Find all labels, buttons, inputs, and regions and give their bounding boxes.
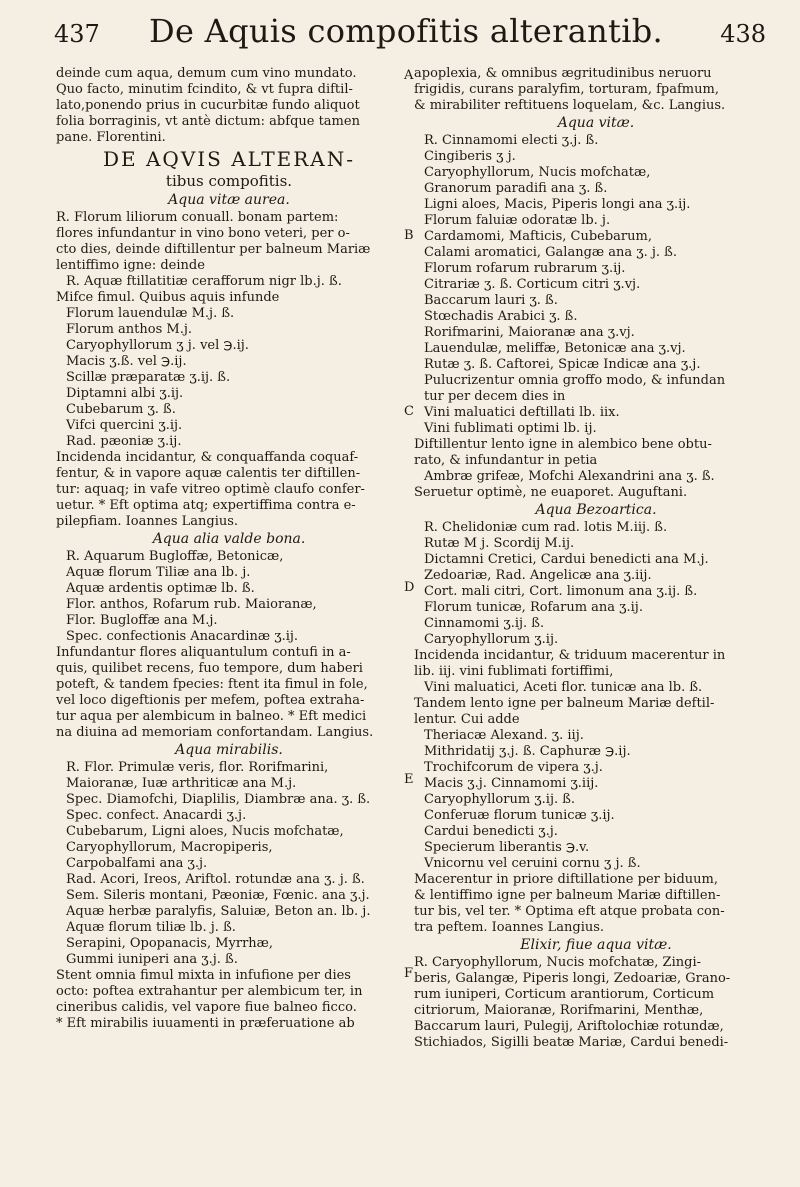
text-line: Quo facto, minutim fcindito, & vt fupra diftil- xyxy=(56,82,353,97)
text-line: cto dies, deinde diftillentur per balneum Mariæ xyxy=(56,242,371,257)
text-line: Rad. pæoniæ ʒ.ij. xyxy=(66,434,182,449)
text-line: Diptamni albi ʒ.ij. xyxy=(66,386,184,401)
text-line: apoplexia, & omnibus ægritudinibus neruoru xyxy=(414,66,712,81)
text-line: Conferuæ florum tunicæ ʒ.ij. xyxy=(424,808,615,823)
text-line: lentiffimo igne: deinde xyxy=(56,258,205,273)
text-line: Caryophyllorum ʒ.ij. ß. xyxy=(424,792,576,807)
text-line: Caryophyllorum ʒ j. vel ℈.ij. xyxy=(66,338,249,353)
page-number-right: 438 xyxy=(720,20,766,48)
page-header xyxy=(40,6,772,54)
margin-letter-a: A xyxy=(404,68,414,83)
text-line: & mirabiliter reftituens loquelam, &c. Langius. xyxy=(414,98,726,113)
text-line: Serapini, Opopanacis, Myrrhæ, xyxy=(66,936,274,951)
text-line: Baccarum lauri, Pulegij, Ariftolochiæ rotundæ, xyxy=(414,1019,724,1034)
text-line: Rutæ ʒ. ß. Caftorei, Spicæ Indicæ ana ʒ.j. xyxy=(424,357,701,372)
text-line: Aquæ ardentis optimæ lb. ß. xyxy=(66,581,255,596)
recipe-title: Aqua Bezoartica. xyxy=(535,502,657,518)
text-line: * Eft mirabilis iuuamenti in præferuatione ab xyxy=(56,1016,355,1031)
text-line: Cubebarum ʒ. ß. xyxy=(66,402,176,417)
text-line: Caryophyllorum, Macropiperis, xyxy=(66,840,273,855)
text-line: Trochifcorum de vipera ʒ.j. xyxy=(424,760,603,775)
text-line: Caryophyllorum, Nucis mofchatæ, xyxy=(424,165,651,180)
text-line: Baccarum lauri ʒ. ß. xyxy=(424,293,558,308)
text-line: Aquæ herbæ paralyfis, Saluiæ, Beton an. lb. j. xyxy=(66,904,371,919)
text-line: tur bis, vel ter. * Optima eft atque probata con- xyxy=(414,904,725,919)
text-line: Theriacæ Alexand. ʒ. iij. xyxy=(424,728,584,743)
margin-letter-b: B xyxy=(404,228,414,243)
recipe-title: Aqua mirabilis. xyxy=(175,742,283,758)
text-line: Caryophyllorum ʒ.ij. xyxy=(424,632,559,647)
text-line: tur aqua per alembicum in balneo. * Eft medici xyxy=(56,709,367,724)
text-line: Macerentur in priore diftillatione per biduum, xyxy=(414,872,718,887)
text-line: R. Aquarum Bugloffæ, Betonicæ, xyxy=(66,549,284,564)
text-line: Florum anthos M.j. xyxy=(66,322,193,337)
text-line: Specierum liberantis ℈.v. xyxy=(424,840,590,855)
text-line: citriorum, Maioranæ, Rorifmarini, Menthæ, xyxy=(414,1003,704,1018)
text-line: Florum lauendulæ M.j. ß. xyxy=(66,306,235,321)
text-line: R. Aquæ ftillatitiæ cerafforum nigr lb.j. ß. xyxy=(66,274,342,289)
text-line: Pulucrizentur omnia groffo modo, & infundan xyxy=(424,373,726,388)
text-line: Vini maluatici deftillati lb. iix. xyxy=(424,405,620,420)
margin-letter-d: D xyxy=(404,580,415,595)
text-line: Flor. anthos, Rofarum rub. Maioranæ, xyxy=(66,597,317,612)
section-heading: DE AQVIS ALTERAN- xyxy=(102,147,356,171)
text-line: Incidenda incidantur, & conquaffanda coquaf- xyxy=(56,450,359,465)
text-line: pilepfiam. Ioannes Langius. xyxy=(56,514,239,529)
text-line: Spec. confectionis Anacardinæ ʒ.ij. xyxy=(66,629,299,644)
right-column xyxy=(414,66,778,1051)
text-line: Stœchadis Arabici ʒ. ß. xyxy=(424,309,578,324)
text-line: Ambræ grifeæ, Mofchi Alexandrini ana ʒ. ß. xyxy=(424,469,715,484)
text-line: tibus compofitis. xyxy=(165,172,293,190)
text-line: flores infundantur in vino bono veteri, per o- xyxy=(56,226,350,241)
text-line: Cinnamomi ʒ.ij. ß. xyxy=(424,616,545,631)
text-line: Scillæ præparatæ ʒ.ij. ß. xyxy=(66,370,231,385)
text-line: Cardui benedicti ʒ.j. xyxy=(424,824,558,839)
text-line: R. Caryophyllorum, Nucis mofchatæ, Zingi- xyxy=(414,955,701,970)
text-line: Florum rofarum rubrarum ʒ.ij. xyxy=(424,261,626,276)
text-line: Aquæ florum tiliæ lb. j. ß. xyxy=(66,920,236,935)
text-line: lentur. Cui adde xyxy=(414,712,520,727)
text-line: Infundantur flores aliquantulum contufi in a- xyxy=(56,645,351,660)
text-line: Stent omnia fimul mixta in infufione per dies xyxy=(56,968,351,983)
recipe-title: Aqua vitæ. xyxy=(557,115,635,131)
text-line: R. Flor. Primulæ veris, flor. Rorifmarini, xyxy=(66,760,329,775)
text-line: Seruetur optimè, ne euaporet. Auguftani. xyxy=(414,485,688,500)
text-line: Diftillentur lento igne in alembico bene obtu- xyxy=(414,437,712,452)
text-line: Incidenda incidantur, & triduum macerentur in xyxy=(414,648,726,663)
text-line: octo: poftea extrahantur per alembicum ter, in xyxy=(56,984,363,999)
text-line: quis, quilibet recens, fuo tempore, dum haberi xyxy=(56,661,363,676)
text-line: tra peftem. Ioannes Langius. xyxy=(414,920,605,935)
text-line: Spec. Diamofchi, Diaplilis, Diambræ ana. ʒ. ß. xyxy=(66,792,371,807)
margin-letter-f: F xyxy=(404,966,414,981)
text-line: beris, Galangæ, Piperis longi, Zedoariæ, Grano- xyxy=(414,971,731,986)
text-line: Sem. Sileris montani, Pæoniæ, Fœnic. ana ʒ.j. xyxy=(66,888,370,903)
running-title: De Aquis compofitis alterantib. xyxy=(149,12,663,50)
text-line: fentur, & in vapore aquæ calentis ter diftillen- xyxy=(56,466,361,481)
text-line: Mifce fimul. Quibus aquis infunde xyxy=(56,290,280,305)
text-line: Rorifmarini, Maioranæ ana ʒ.vj. xyxy=(424,325,635,340)
text-line: Zedoariæ, Rad. Angelicæ ana ʒ.iij. xyxy=(424,568,652,583)
text-line: & lentiffimo igne per balneum Mariæ diftillen- xyxy=(414,888,721,903)
text-line: Calami aromatici, Galangæ ana ʒ. j. ß. xyxy=(424,245,677,260)
text-line: Dictamni Cretici, Cardui benedicti ana M.j. xyxy=(424,552,709,567)
text-line: Flor. Bugloffæ ana M.j. xyxy=(66,613,218,628)
text-line: folia borraginis, vt antè dictum: abfque tamen xyxy=(56,114,360,129)
text-line: Cardamomi, Mafticis, Cubebarum, xyxy=(424,229,652,244)
text-line: tur per decem dies in xyxy=(424,389,566,404)
text-line: Carpobalfami ana ʒ.j. xyxy=(66,856,208,871)
text-line: Vifci quercini ʒ.ij. xyxy=(66,418,183,433)
text-line: pane. Florentini. xyxy=(56,130,166,145)
text-line: lib. iij. vini fublimati fortiffimi, xyxy=(414,664,614,679)
text-line: Cingiberis ʒ j. xyxy=(424,149,516,164)
text-line: Macis ʒ.j. Cinnamomi ʒ.iij. xyxy=(424,776,599,791)
text-line: rum iuniperi, Corticum arantiorum, Corticum xyxy=(414,987,715,1002)
text-line: Aquæ florum Tiliæ ana lb. j. xyxy=(66,565,251,580)
text-line: deinde cum aqua, demum cum vino mundato. xyxy=(56,66,357,81)
text-line: Mithridatij ʒ.j. ß. Caphuræ ℈.ij. xyxy=(424,744,631,759)
text-line: R. Chelidoniæ cum rad. lotis M.iij. ß. xyxy=(424,520,668,535)
text-line: Cort. mali citri, Cort. limonum ana ʒ.ij. ß. xyxy=(424,584,698,599)
text-line: Stichiados, Sigilli beatæ Mariæ, Cardui benedi- xyxy=(414,1035,729,1050)
left-column xyxy=(56,66,402,1032)
recipe-title: Aqua alia valde bona. xyxy=(152,531,306,547)
text-line: Vini fublimati optimi lb. ij. xyxy=(424,421,597,436)
text-line: Macis ʒ.ß. vel ℈.ij. xyxy=(66,354,187,369)
text-line: Citrariæ ʒ. ß. Corticum citri ʒ.vj. xyxy=(424,277,641,292)
recipe-title: Aqua vitæ aurea. xyxy=(168,192,290,208)
recipe-title: Elixir, fiue aqua vitæ. xyxy=(520,937,672,953)
text-line: rato, & infundantur in petia xyxy=(414,453,598,468)
text-line: Rad. Acori, Ireos, Ariftol. rotundæ ana ʒ. j. ß. xyxy=(66,872,365,887)
text-line: Tandem lento igne per balneum Mariæ deftil- xyxy=(414,696,715,711)
text-line: Rutæ M j. Scordij M.ij. xyxy=(424,536,575,551)
text-line: R. Cinnamomi electi ʒ.j. ß. xyxy=(424,133,599,148)
margin-letter-c: C xyxy=(404,404,414,419)
text-line: frigidis, curans paralyfim, torturam, fpafmum, xyxy=(414,82,719,97)
text-line: Cubebarum, Ligni aloes, Nucis mofchatæ, xyxy=(66,824,344,839)
text-line: lato,ponendo prius in cucurbitæ fundo aliquot xyxy=(56,98,360,113)
text-line: Granorum paradifi ana ʒ. ß. xyxy=(424,181,608,196)
text-line: tur: aquaq; in vafe vitreo optimè claufo confer- xyxy=(56,482,365,497)
text-line: poteft, & tandem fpecies: ftent ita fimul in fole, xyxy=(56,677,368,692)
text-line: Gummi iuniperi ana ʒ.j. ß. xyxy=(66,952,238,967)
text-line: Vnicornu vel ceruini cornu ʒ j. ß. xyxy=(424,856,641,871)
text-line: R. Florum liliorum conuall. bonam partem: xyxy=(56,210,339,225)
text-line: vel loco digeftionis per mefem, poftea extraha- xyxy=(56,693,365,708)
margin-letter-e: E xyxy=(404,772,414,787)
text-line: na diuina ad memoriam confortandam. Langius. xyxy=(56,725,374,740)
text-line: Ligni aloes, Macis, Piperis longi ana ʒ.ij. xyxy=(424,197,691,212)
text-line: Spec. confect. Anacardi ʒ.j. xyxy=(66,808,247,823)
text-line: Florum faluiæ odoratæ lb. j. xyxy=(424,213,611,228)
text-line: cineribus calidis, vel vapore fiue balneo ficco. xyxy=(56,1000,357,1015)
text-line: Maioranæ, Iuæ arthriticæ ana M.j. xyxy=(66,776,297,791)
text-line: uetur. * Eft optima atq; expertiffima contra e- xyxy=(56,498,356,513)
text-line: Vini maluatici, Aceti flor. tunicæ ana lb. ß. xyxy=(424,680,703,695)
text-line: Florum tunicæ, Rofarum ana ʒ.ij. xyxy=(424,600,643,615)
page-number-left: 437 xyxy=(54,20,100,48)
text-line: Lauendulæ, meliffæ, Betonicæ ana ʒ.vj. xyxy=(424,341,686,356)
